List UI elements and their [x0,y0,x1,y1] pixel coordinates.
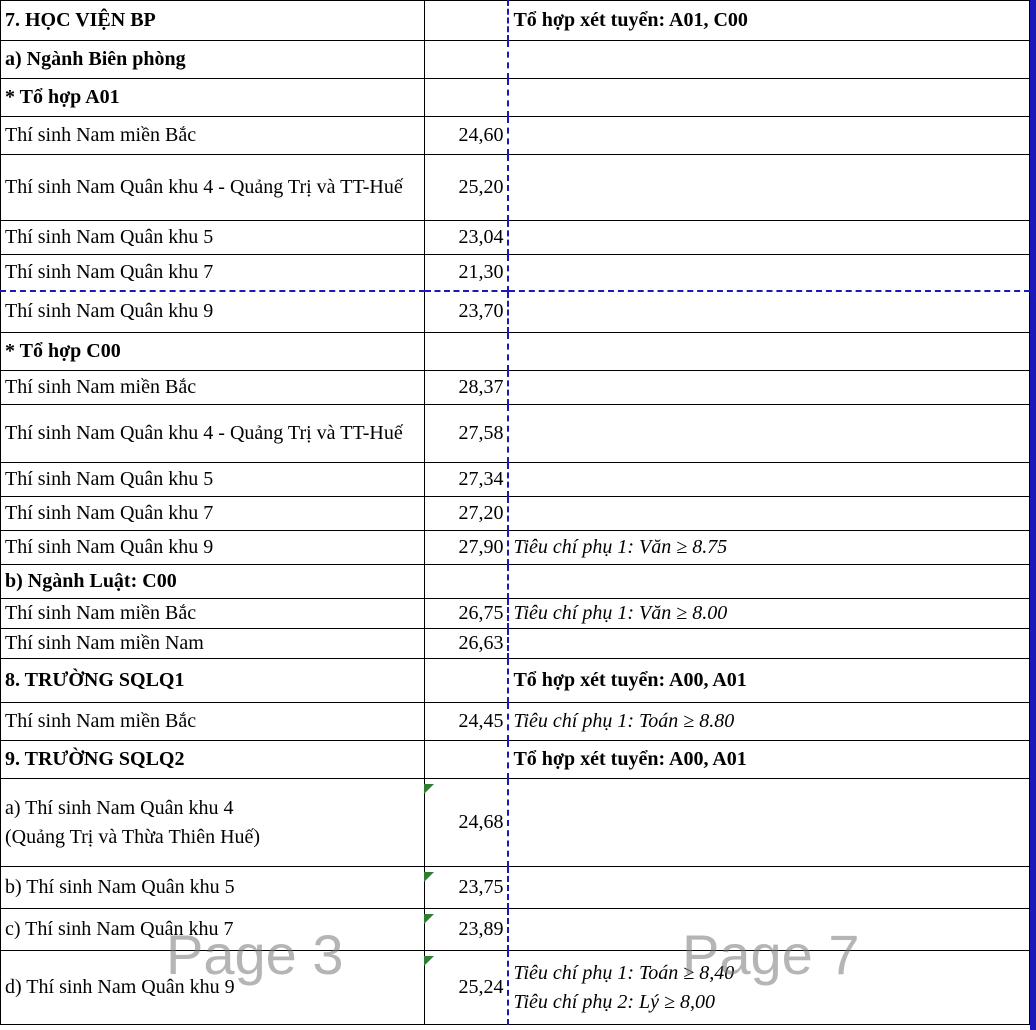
note-cell [508,333,1029,371]
table-row [1,909,1030,951]
row-label-cell: Thí sinh Nam Quân khu 4 - Quảng Trị và TT-Huế [1,155,425,221]
row-label-cell: Thí sinh Nam Quân khu 5 [1,221,425,255]
row-label-cell: Thí sinh Nam Quân khu 7 [1,255,425,291]
score-cell: 27,34 [425,463,509,497]
page-watermark-right: Page 7 [682,923,860,986]
note-cell [508,41,1029,79]
note-cell [508,221,1029,255]
score-cell: 25,24 [425,951,509,1025]
table-row [1,565,1030,599]
table-row [1,497,1030,531]
table-row [1,741,1030,779]
table-row [1,531,1030,565]
score-cell [425,79,509,117]
score-cell [425,565,509,599]
note-cell [508,909,1029,951]
row-label-cell: Thí sinh Nam miền Bắc [1,117,425,155]
note-cell [508,629,1029,659]
table-row [1,405,1030,463]
score-cell: 24,68 [425,779,509,867]
table-row [1,255,1030,291]
score-cell [425,41,509,79]
score-cell: 25,20 [425,155,509,221]
table-row [1,221,1030,255]
row-label-cell: * Tổ hợp A01 [1,79,425,117]
table-row [1,599,1030,629]
score-cell: 21,30 [425,255,509,291]
table-row [1,371,1030,405]
note-cell [508,497,1029,531]
row-label-cell: Thí sinh Nam Quân khu 7 [1,497,425,531]
row-label-cell: Thí sinh Nam Quân khu 5 [1,463,425,497]
score-cell: 26,75 [425,599,509,629]
cell-comment-indicator [424,914,434,924]
note-cell [508,405,1029,463]
table-row [1,951,1030,1025]
table-row [1,463,1030,497]
note-cell: Tiêu chí phụ 1: Văn ≥ 8.00 [508,599,1029,629]
note-cell [508,117,1029,155]
note-cell: Tiêu chí phụ 1: Toán ≥ 8.80 [508,703,1029,741]
cell-comment-indicator [424,784,434,794]
row-label-cell: Thí sinh Nam Quân khu 4 - Quảng Trị và TT-Huế [1,405,425,463]
row-label-cell: * Tổ hợp C00 [1,333,425,371]
score-cell [425,741,509,779]
score-cell: 27,90 [425,531,509,565]
row-label-cell: d) Thí sinh Nam Quân khu 9 [1,951,425,1025]
score-cell [425,333,509,371]
note-cell [508,79,1029,117]
note-cell [508,565,1029,599]
table-row [1,117,1030,155]
note-cell: Tiêu chí phụ 1: Toán ≥ 8,40 Tiêu chí phụ 2: Lý ≥ 8,00 [508,951,1029,1025]
row-label-cell: a) Thí sinh Nam Quân khu 4 (Quảng Trị và Thừa Thiên Huế) [1,779,425,867]
table-row [1,333,1030,371]
table-row [1,867,1030,909]
table-row [1,659,1030,703]
row-label-cell: 9. TRƯỜNG SQLQ2 [1,741,425,779]
row-label-cell: Thí sinh Nam Quân khu 9 [1,291,425,333]
note-cell [508,255,1029,291]
note-cell [508,463,1029,497]
score-cell: 23,70 [425,291,509,333]
page-watermark-left: Page 3 [166,923,344,986]
score-cell: 24,60 [425,117,509,155]
score-cell: 23,75 [425,867,509,909]
note-cell: Tiêu chí phụ 1: Văn ≥ 8.75 [508,531,1029,565]
score-cell: 23,04 [425,221,509,255]
table-row [1,779,1030,867]
table-row [1,629,1030,659]
table-row [1,155,1030,221]
row-label-cell: c) Thí sinh Nam Quân khu 7 [1,909,425,951]
note-cell: Tổ hợp xét tuyển: A00, A01 [508,741,1029,779]
row-label-cell: 7. HỌC VIỆN BP [1,1,425,41]
score-cell: 26,63 [425,629,509,659]
note-cell [508,291,1029,333]
score-cell: 23,89 [425,909,509,951]
table-row [1,79,1030,117]
row-label-cell: b) Thí sinh Nam Quân khu 5 [1,867,425,909]
score-cell: 24,45 [425,703,509,741]
row-label-cell: Thí sinh Nam miền Bắc [1,703,425,741]
score-cell [425,659,509,703]
row-label-cell: b) Ngành Luật: C00 [1,565,425,599]
row-label-cell: Thí sinh Nam miền Bắc [1,599,425,629]
page-edge-marker [1030,0,1036,1030]
row-label-cell: a) Ngành Biên phòng [1,41,425,79]
cell-comment-indicator [424,872,434,882]
table-row [1,291,1030,333]
table-row [1,41,1030,79]
cell-comment-indicator [424,956,434,966]
score-cell: 27,20 [425,497,509,531]
table-row [1,703,1030,741]
row-label-cell: Thí sinh Nam Quân khu 9 [1,531,425,565]
note-cell [508,371,1029,405]
row-label-cell: 8. TRƯỜNG SQLQ1 [1,659,425,703]
note-cell: Tổ hợp xét tuyển: A00, A01 [508,659,1029,703]
score-cell: 28,37 [425,371,509,405]
row-label-cell: Thí sinh Nam miền Nam [1,629,425,659]
score-cell: 27,58 [425,405,509,463]
row-label-cell: Thí sinh Nam miền Bắc [1,371,425,405]
note-cell [508,155,1029,221]
note-cell [508,867,1029,909]
note-cell [508,779,1029,867]
table-row [1,1,1030,41]
score-cell [425,1,509,41]
note-cell: Tổ hợp xét tuyển: A01, C00 [508,1,1029,41]
